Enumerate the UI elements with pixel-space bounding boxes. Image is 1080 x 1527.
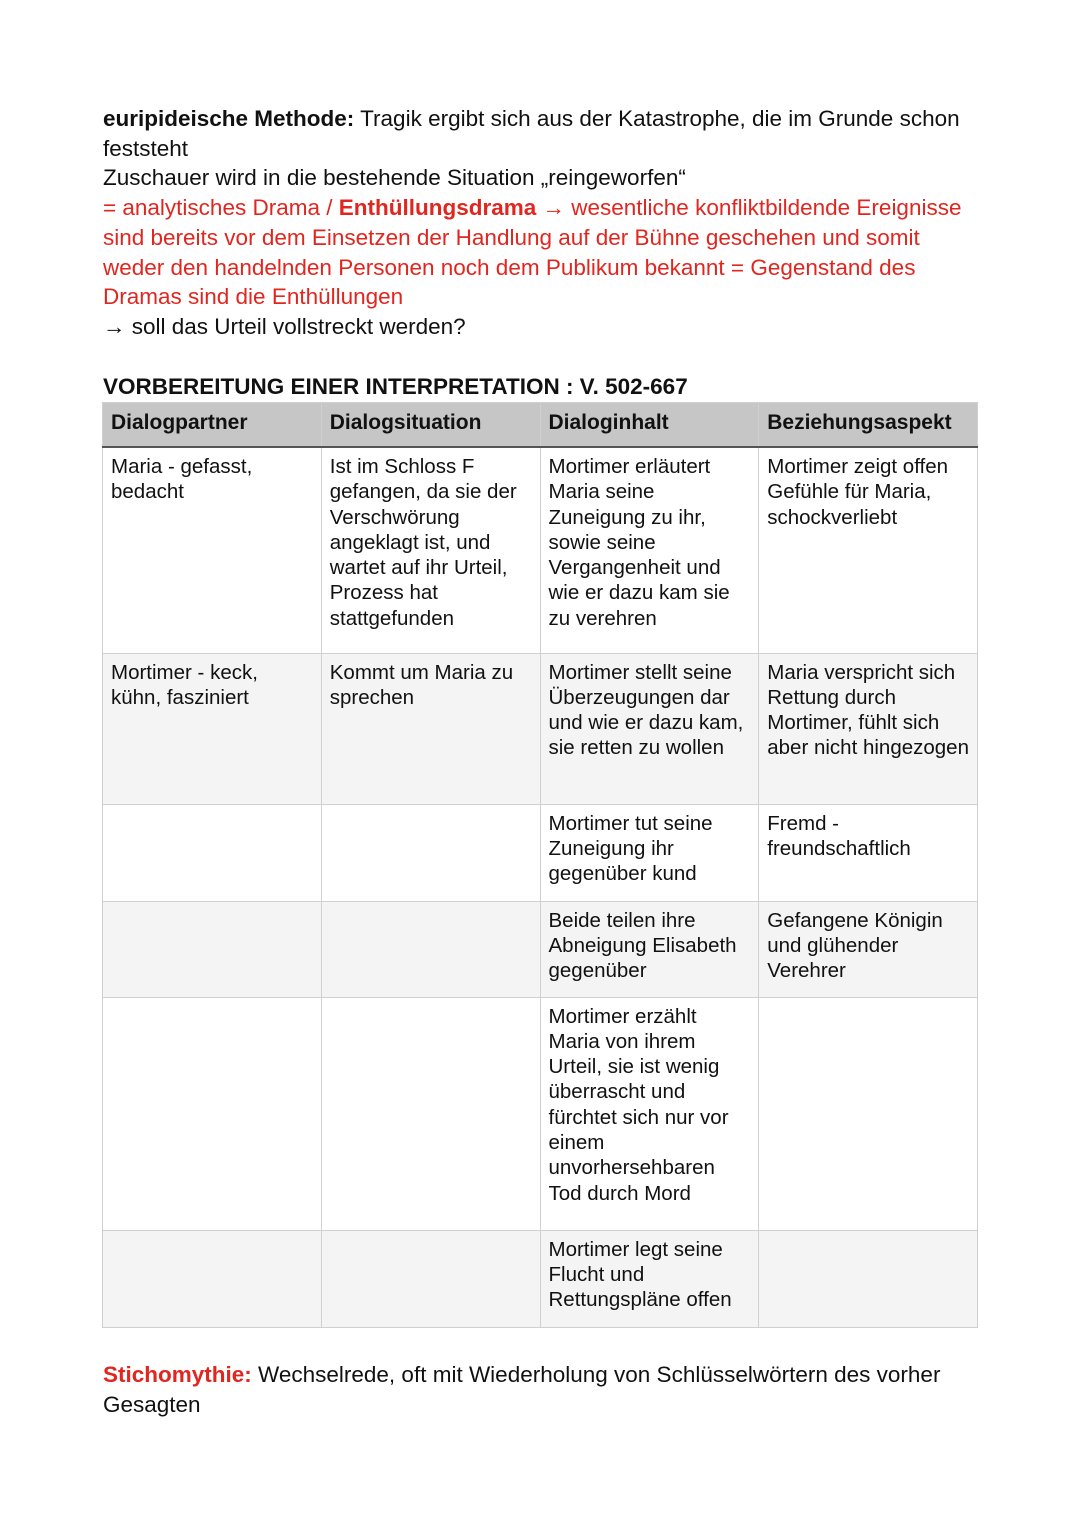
cell-beziehungsaspekt: [759, 997, 978, 1230]
cell-dialogsituation: [321, 1230, 540, 1327]
analytic-drama-paragraph: [103, 193, 978, 312]
interpretation-table: [102, 402, 978, 1328]
euripidean-method-term: euripideische Methode:: [103, 106, 355, 131]
cell-dialoginhalt: Mortimer erzählt Maria von ihrem Urteil, sie ist wenig überrascht und fürchtet sich nur vor einem unvorhersehbaren Tod durch Mord: [540, 997, 759, 1230]
table-row: [103, 997, 978, 1230]
analytic-drama-prefix: = analytisches Drama /: [103, 195, 339, 221]
table-header-row: [103, 403, 978, 448]
table-row: [103, 1230, 978, 1327]
cell-dialoginhalt: Beide teilen ihre Abneigung Elisabeth gegenüber: [540, 901, 759, 997]
analytic-drama-explanation: → wesentliche konfliktbildende Ereignisse sind bereits vor dem Einsetzen der Handlung auf der Bühne geschehen und somit weder den handelnden Personen noch dem Publikum bekannt = Gegenstand des Dramas sind die Enthüllungen: [103, 195, 962, 310]
cell-dialogpartner: [103, 901, 322, 997]
verdict-question: → soll das Urteil vollstreckt werden?: [103, 313, 466, 339]
cell-dialogpartner: [103, 804, 322, 901]
header-dialogpartner: Dialogpartner: [103, 403, 322, 448]
cell-beziehungsaspekt: Maria verspricht sich Rettung durch Mortimer, fühlt sich aber nicht hingezogen: [759, 653, 978, 804]
cell-dialogpartner: Mortimer - keck, kühn, fasziniert: [103, 653, 322, 804]
euripidean-method-definition: Tragik ergibt sich aus der Katastrophe, die im Grunde schon feststeht: [103, 106, 960, 161]
revelation-drama-term: Enthüllungsdrama: [338, 195, 537, 221]
cell-dialoginhalt: Mortimer stellt seine Überzeugungen dar und wie er dazu kam, sie retten zu wollen: [540, 653, 759, 804]
table-row: [103, 804, 978, 901]
header-dialoginhalt: Dialoginhalt: [540, 403, 759, 448]
header-dialogsituation: Dialogsituation: [321, 403, 540, 448]
table-row: [103, 653, 978, 804]
table-row: [103, 901, 978, 997]
cell-beziehungsaspekt: Fremd - freundschaftlich: [759, 804, 978, 901]
cell-dialoginhalt: Mortimer erläutert Maria seine Zuneigung zu ihr, sowie seine Vergangenheit und wie er dazu kam sie zu verehren: [540, 447, 759, 653]
cell-dialogpartner: [103, 1230, 322, 1327]
cell-dialogsituation: [321, 804, 540, 901]
section-title: VORBEREITUNG EINER INTERPRETATION : V. 502-667: [103, 374, 688, 399]
cell-dialogsituation: [321, 901, 540, 997]
notes-intro: [103, 104, 978, 342]
cell-dialogpartner: Maria - gefasst, bedacht: [103, 447, 322, 653]
audience-line: Zuschauer wird in die bestehende Situation „reingeworfen“: [103, 165, 686, 191]
header-beziehungsaspekt: Beziehungsaspekt: [759, 403, 978, 448]
cell-dialoginhalt: Mortimer tut seine Zuneigung ihr gegenüber kund: [540, 804, 759, 901]
cell-beziehungsaspekt: [759, 1230, 978, 1327]
cell-dialogsituation: Kommt um Maria zu sprechen: [321, 653, 540, 804]
cell-dialogsituation: [321, 997, 540, 1230]
cell-dialogsituation: Ist im Schloss F gefangen, da sie der Verschwörung angeklagt ist, und wartet auf ihr Urteil, Prozess hat stattgefunden: [321, 447, 540, 653]
stichomythie-definition: Wechselrede, oft mit Wiederholung von Schlüsselwörtern des vorher Gesagten: [103, 1362, 941, 1417]
cell-dialoginhalt: Mortimer legt seine Flucht und Rettungspläne offen: [540, 1230, 759, 1327]
cell-dialogpartner: [103, 997, 322, 1230]
cell-beziehungsaspekt: Gefangene Königin und glühender Verehrer: [759, 901, 978, 997]
table-row: [103, 447, 978, 653]
stichomythie-term: Stichomythie:: [103, 1362, 252, 1387]
stichomythie-paragraph: [103, 1360, 978, 1419]
cell-beziehungsaspekt: Mortimer zeigt offen Gefühle für Maria, schockverliebt: [759, 447, 978, 653]
euripidean-method-paragraph: [103, 104, 978, 163]
